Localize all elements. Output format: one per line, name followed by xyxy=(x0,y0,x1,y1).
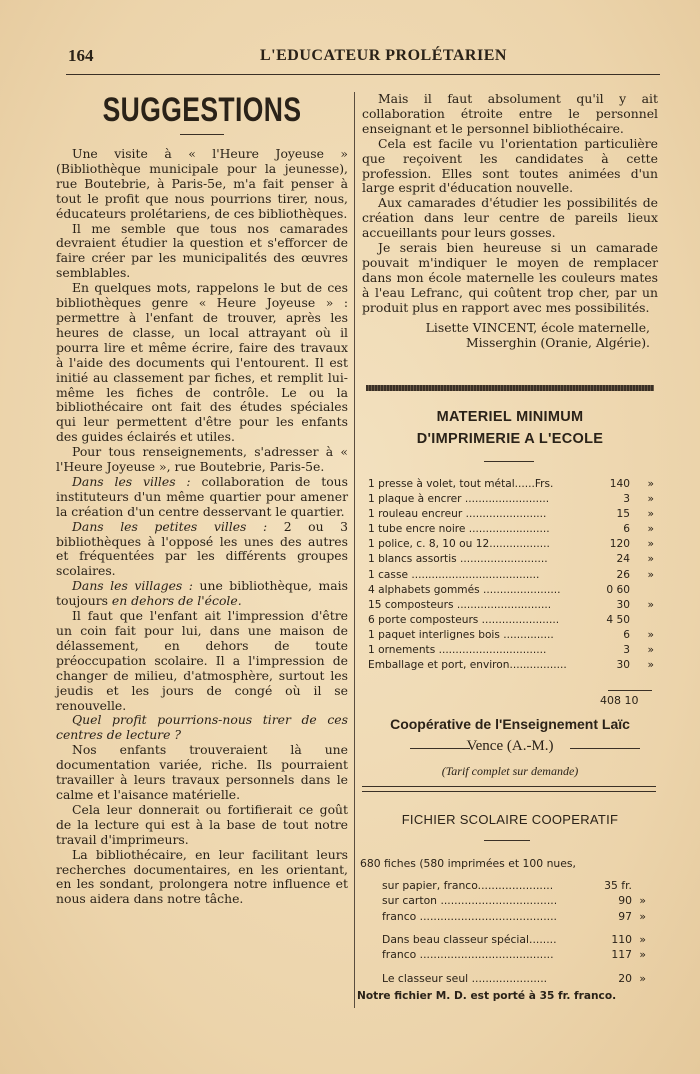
materiel-heading-line1: MATERIEL MINIMUM xyxy=(436,409,584,425)
paragraph: Une visite à « l'Heure Joyeuse » (Bibliothèque municipale pour la jeunesse), rue Boutebrie, à Paris-5e, m'a fait penser à tout le profit que nous pourrions tirer, nous, éducateurs prolétariens, de ces bibliothèques. xyxy=(56,146,348,221)
villages-text: une bibliothèque, mais toujours xyxy=(56,578,348,609)
paragraph-villages xyxy=(56,579,348,609)
column-divider xyxy=(354,92,355,1008)
item-label: sur carton .................................. xyxy=(382,894,558,908)
paragraph: Cela est facile vu l'orientation particulière que reçoivent les candidates à cette profession. Elles sont toutes animées d'un large esprit d'éducation nouvelle. xyxy=(362,135,658,196)
item-label: 1 paquet interlignes bois ............... xyxy=(368,628,554,641)
signature xyxy=(362,320,650,350)
total-rule xyxy=(608,690,652,691)
article-right-column xyxy=(362,92,658,350)
materiel-heading-line2: D'IMPRIMERIE A L'ECOLE xyxy=(416,431,604,447)
price-row xyxy=(362,910,658,925)
paragraph: En quelques mots, rappelons le but de ces bibliothèques genre « Heure Joyeuse » : permettre à l'enfant de trouver, après les heures de classe, un local attrayant où il pourra lire et même écrire, faire des travaux à l'aide des documents qui l'entourent. Il est initié au classement par fiches, et remplit lui-même les fiches de contrôle. Le ou la bibliothécaire ont fait des études spéciales qui leur permettent d'être pour les enfants des guides éclairés et utiles. xyxy=(56,280,348,445)
item-mark: » xyxy=(647,598,654,611)
item-mark: » xyxy=(647,508,654,521)
paragraph: Nos enfants trouveraient là une documentation variée, riche. Ils pourraient travailler à leurs travaux personnels dans le calme et l'aisance matérielle. xyxy=(56,742,348,802)
item-label: 6 porte composteurs ....................... xyxy=(368,613,560,626)
section-rule xyxy=(366,385,654,391)
price-row xyxy=(362,948,658,963)
section-double-rule xyxy=(362,786,656,792)
item-amount: 6 xyxy=(623,628,630,641)
paragraph: Je serais bien heureuse si un camarade pouvait m'indiquer le moyen de remplacer dans mon école maternelle les couleurs mates à l'eau Lefranc, qui coûtent trop cher, par un produit plus en rapport avec mes possibilités. xyxy=(362,240,658,315)
price-row xyxy=(362,508,658,523)
paragraph: Cela leur donnerait ou fortifierait ce goût de la lecture qui est à la base de tout notre travail d'imprimeurs. xyxy=(56,801,348,847)
price-row xyxy=(362,879,658,894)
fichier-price-list-b xyxy=(362,933,658,964)
paragraph: Pour tous renseignements, s'adresser à « l'Heure Joyeuse », rue Boutebrie, Paris-5e. xyxy=(56,444,348,475)
item-mark: » xyxy=(647,568,654,581)
item-amount: 120 xyxy=(609,538,630,551)
villages-emphasis: en dehors de l'école. xyxy=(111,593,242,609)
fichier-title: FICHIER SCOLAIRE COOPERATIF xyxy=(401,812,619,827)
item-mark: » xyxy=(647,644,654,657)
item-label: franco ........................................ xyxy=(382,909,557,923)
item-amount: 3 xyxy=(623,644,630,657)
item-amount: 110 xyxy=(611,933,632,946)
fichier-intro: 680 fiches (580 imprimées et 100 nues, xyxy=(360,857,576,870)
fichier-rule xyxy=(484,840,530,841)
item-amount: 30 xyxy=(616,598,630,611)
item-amount: 3 xyxy=(623,493,630,506)
item-amount: 24 xyxy=(616,553,630,566)
item-amount: 26 xyxy=(616,568,630,581)
item-mark: » xyxy=(647,538,654,551)
item-label: 1 police, c. 8, 10 ou 12.................. xyxy=(368,538,550,551)
price-row xyxy=(362,894,658,909)
price-row xyxy=(362,972,658,987)
fichier-price-list-a xyxy=(362,879,658,925)
page-number: 164 xyxy=(68,46,94,65)
paragraph: Il me semble que tous nos camarades devraient étudier la question et s'efforcer de faire créer par les municipalités des œuvres semblables. xyxy=(56,220,348,281)
price-row xyxy=(362,629,658,644)
article-left-column xyxy=(56,90,348,907)
signature-line: Misserghin (Oranie, Algérie). xyxy=(465,334,650,350)
item-label: 1 rouleau encreur ........................ xyxy=(368,508,547,521)
price-row xyxy=(362,493,658,508)
price-row xyxy=(362,553,658,568)
item-mark: » xyxy=(647,659,654,672)
item-mark: » xyxy=(647,478,654,490)
item-amount: 0 60 xyxy=(606,583,630,596)
paragraph: La bibliothécaire, en leur facilitant leurs recherches documentaires, en les orientant, en les sondant, prolongera notre influence et nous aidera dans notre tâche. xyxy=(56,846,348,907)
price-row xyxy=(362,478,658,493)
petites-villes-label: Dans les petites villes : xyxy=(72,518,268,534)
price-row xyxy=(362,569,658,584)
item-label: Emballage et port, environ................. xyxy=(368,659,567,672)
item-mark: » xyxy=(647,523,654,536)
item-mark: » xyxy=(639,933,646,946)
signature-line: Lisette VINCENT, école maternelle, xyxy=(425,319,650,335)
item-label: 1 casse ...................................... xyxy=(368,568,540,581)
item-amount: 97 xyxy=(618,909,632,923)
price-row xyxy=(362,523,658,538)
item-mark: » xyxy=(647,553,654,566)
petites-villes-text: 2 ou 3 bibliothèques à l'opposé les unes des autres et fréquentées par les différents groupes scolaires. xyxy=(56,518,348,579)
item-label: 4 alphabets gommés ....................... xyxy=(368,583,561,596)
running-header xyxy=(66,44,660,75)
coop-name: Coopérative de l'Enseignement Laïc xyxy=(390,716,630,732)
item-amount: 35 fr. xyxy=(604,879,632,892)
item-amount: 140 xyxy=(609,478,630,490)
price-row xyxy=(362,584,658,599)
price-row xyxy=(362,644,658,659)
item-label: franco ....................................... xyxy=(382,948,554,962)
item-mark: » xyxy=(639,909,646,923)
fichier-price-list-c xyxy=(362,972,658,987)
item-label: 15 composteurs ............................ xyxy=(368,598,552,611)
item-label: 1 plaque à encrer ......................... xyxy=(368,493,550,506)
item-amount: 4 50 xyxy=(606,613,630,626)
paragraph-petites-villes xyxy=(56,520,348,580)
article-body-continued xyxy=(362,92,658,316)
item-label: 1 tube encre noire ........................ xyxy=(368,523,550,536)
price-row xyxy=(362,659,658,674)
paragraph: Aux camarades d'étudier les possibilités de création dans leur centre de pareils lieux accueillants pour leurs gosses. xyxy=(362,195,658,241)
item-label: Le classeur seul ...................... xyxy=(382,972,548,985)
item-mark: » xyxy=(639,948,646,962)
villes-label: Dans les villes : xyxy=(72,473,191,489)
item-label: sur papier, franco...................... xyxy=(382,879,554,892)
item-mark: » xyxy=(639,972,646,985)
item-label: 1 ornements ................................ xyxy=(368,644,547,657)
paragraph: Mais il faut absolument qu'il y ait collaboration étroite entre le personnel enseignant et le personnel bibliothécaire. xyxy=(362,91,658,136)
price-row xyxy=(362,599,658,614)
price-row xyxy=(362,614,658,629)
journal-title: L'EDUCATEUR PROLÉTARIEN xyxy=(260,47,507,64)
title-rule xyxy=(180,134,224,135)
item-mark: » xyxy=(647,628,654,641)
price-row xyxy=(362,538,658,553)
article-title: SUGGESTIONS xyxy=(102,91,302,129)
materiel-total: 408 10 xyxy=(600,694,639,707)
paragraph: Il faut que l'enfant ait l'impression d'être un coin fait pour lui, dans une maison de délassement, en dehors de toute préoccupation scolaire. Il a l'impression de changer de milieu, d'atmosphère, surtout les jeudis et les jours de congé où il se renouvelle. xyxy=(56,608,348,713)
fichier-note: Notre fichier M. D. est porté à 35 fr. franco. xyxy=(357,990,617,1002)
price-row xyxy=(362,933,658,948)
item-amount: 20 xyxy=(618,972,632,985)
coop-note: (Tarif complet sur demande) xyxy=(441,764,579,778)
item-label: Dans beau classeur spécial........ xyxy=(382,933,557,946)
coop-city: Vence (A.-M.) xyxy=(466,738,554,754)
paragraph-villes xyxy=(56,475,348,520)
heading-rule xyxy=(484,461,534,462)
villes-text: collaboration de tous instituteurs d'un même quartier pour amener la création d'un centre desservant le quartier. xyxy=(56,473,349,519)
item-amount: 15 xyxy=(616,508,630,521)
item-label: 1 blancs assortis .......................... xyxy=(368,553,548,566)
item-amount: 6 xyxy=(623,523,630,536)
item-amount: 117 xyxy=(611,948,632,962)
materiel-item-list xyxy=(362,478,658,674)
city-rule-right xyxy=(570,748,640,749)
item-mark: » xyxy=(647,493,654,506)
item-mark: » xyxy=(639,894,646,908)
article-body xyxy=(56,147,348,907)
question: Quel profit pourrions-nous tirer de ces centres de lecture ? xyxy=(56,712,348,743)
item-amount: 30 xyxy=(616,659,630,672)
villages-label: Dans les villages : xyxy=(72,578,193,594)
item-amount: 90 xyxy=(618,894,632,908)
item-label: 1 presse à volet, tout métal......Frs. xyxy=(368,478,554,490)
